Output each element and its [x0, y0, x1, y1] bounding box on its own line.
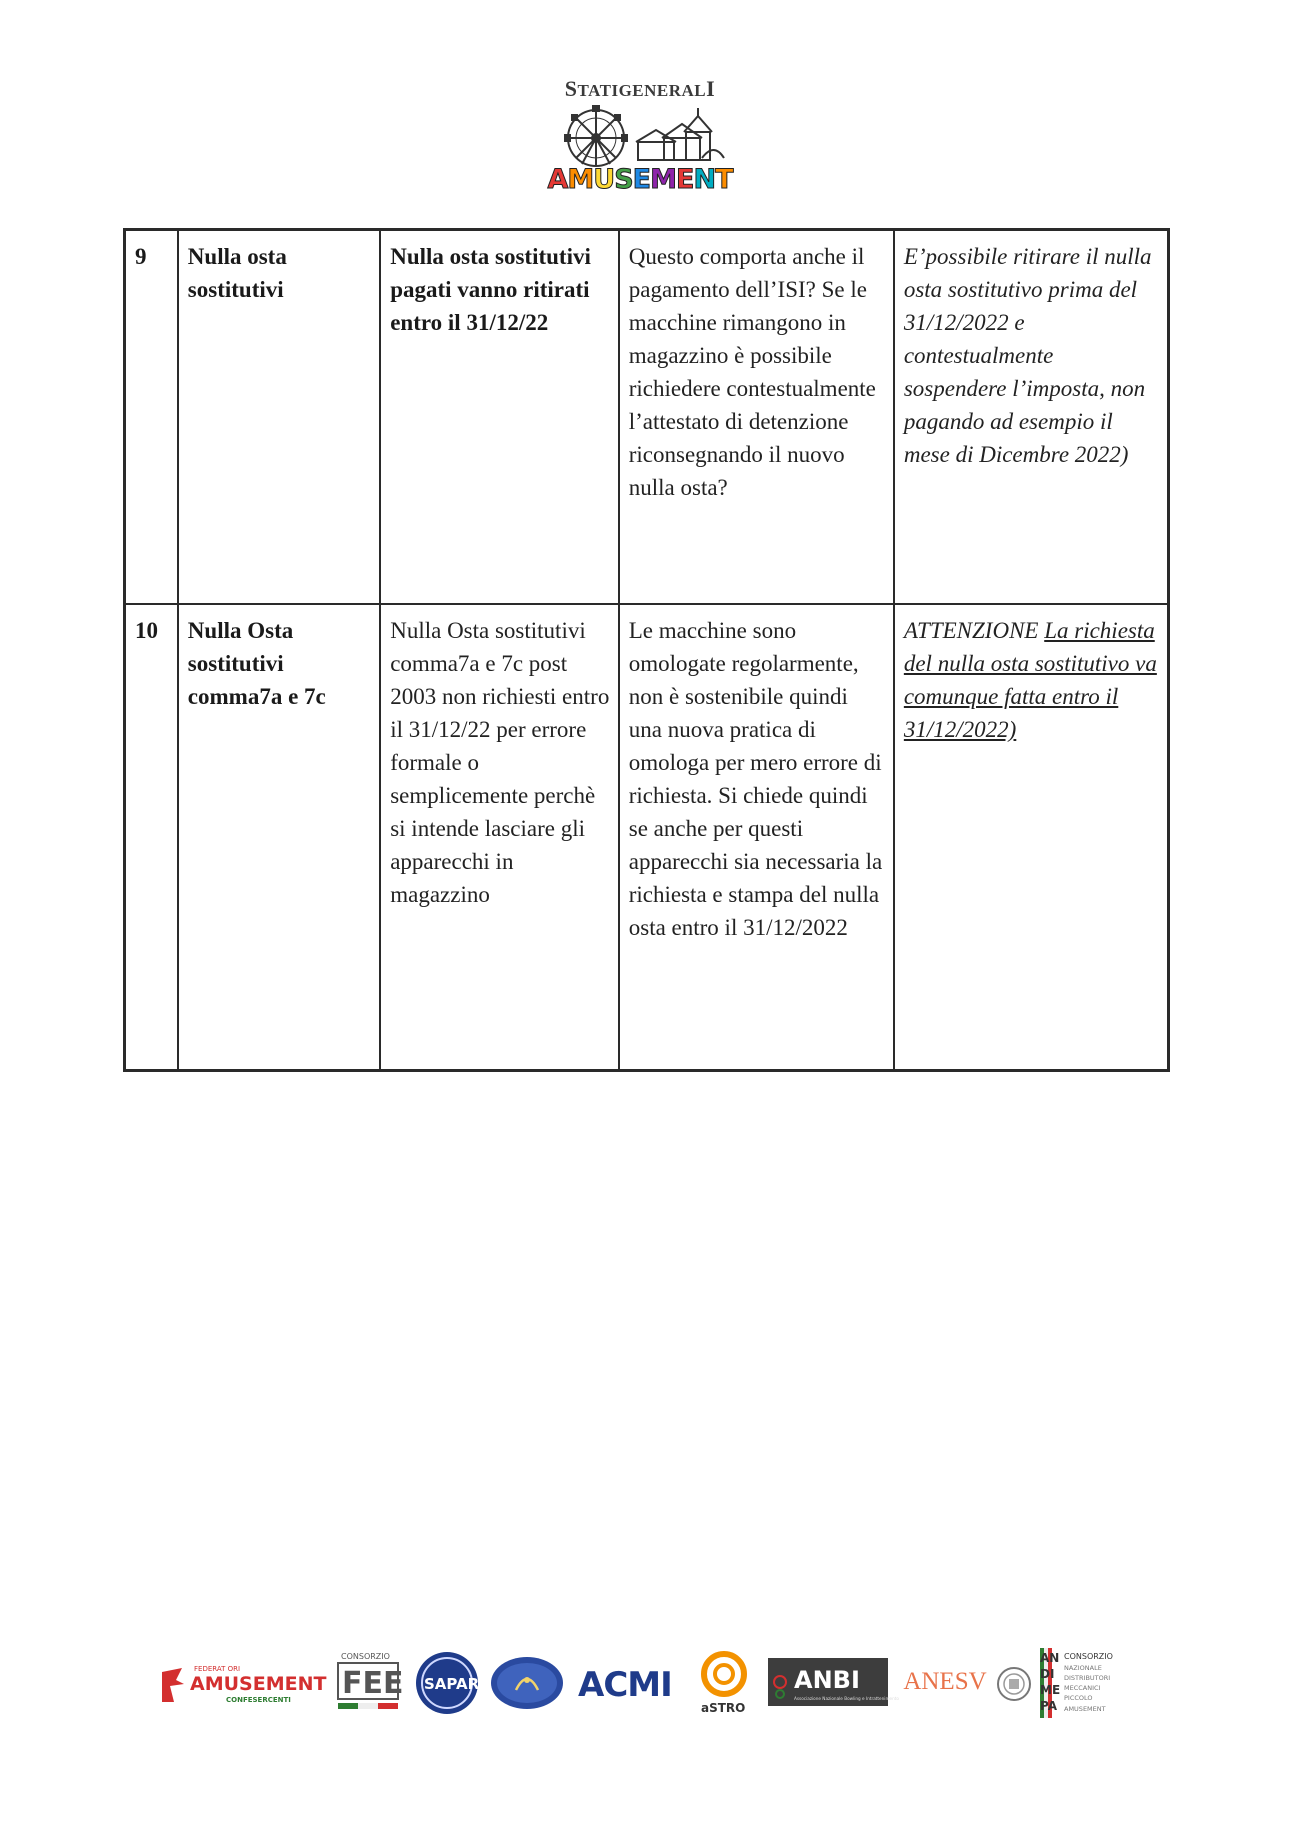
row-subject: Nulla osta sostitutivi pagati vanno ritirati entro il 31/12/22: [380, 230, 619, 605]
faq-table: [123, 228, 1170, 1072]
acmi-logo: [576, 1660, 688, 1706]
logo-letter: A: [547, 164, 568, 195]
logo-letter: N: [693, 164, 716, 195]
logo-letter: U: [593, 164, 615, 195]
svg-text:AMUSEMENT: AMUSEMENT: [190, 1673, 327, 1695]
svg-text:MECCANICI: MECCANICI: [1064, 1684, 1101, 1692]
row-question: Questo comporta anche il pagamento dell’ISI? Se le macchine rimangono in magazzino è possibile richiedere contestualmente l’attestato di detenzione riconsegnando il nuovo nulla osta?: [619, 230, 894, 605]
row-answer: [894, 230, 1169, 605]
astro-logo: [698, 1648, 750, 1716]
svg-text:DISTRIBUTORI: DISTRIBUTORI: [1064, 1674, 1111, 1682]
logo-letter: E: [676, 164, 694, 195]
andimepa-logo: [1038, 1648, 1122, 1718]
table-row: [125, 604, 1169, 1071]
amusement-confesercenti-logo: [160, 1662, 327, 1710]
answer-text: ATTENZIONE: [903, 618, 1045, 643]
svg-text:aSTRO: aSTRO: [701, 1701, 746, 1715]
row-number: 10: [125, 604, 178, 1071]
row-question: Le macchine sono omologate regolarmente, non è sostenibile quindi una nuova pratica di omologa per mero errore di richiesta. Si chiede quindi se anche per questi apparecchi sia necessaria la richiesta e stampa del nulla osta entro il 31/12/2022: [619, 604, 894, 1071]
logo-amusement-word: [544, 164, 736, 195]
svg-text:ACMI: ACMI: [578, 1665, 672, 1705]
logo-letter: M: [650, 164, 676, 195]
anesv-logo: ANESV: [903, 1668, 987, 1695]
partner-logos-footer: [156, 1648, 1136, 1724]
svg-text:SAPAR: SAPAR: [424, 1675, 480, 1693]
logo-letter: T: [715, 164, 733, 195]
answer-text: E’possibile ritirare il nulla osta sostitutivo prima del 31/12/2022 e contestualmente sospendere l’imposta, non pagando ad esempio il mese di Dicembre 2022): [903, 244, 1152, 467]
stati-generali-amusement-logo: [540, 72, 740, 197]
row-topic: Nulla Osta sostitutivi comma7a e 7c: [178, 604, 380, 1071]
svg-text:PICCOLO: PICCOLO: [1064, 1694, 1093, 1702]
ferris-wheel-icon: [552, 102, 728, 168]
svg-text:CONSORZIO: CONSORZIO: [341, 1652, 390, 1661]
logo-letter: M: [567, 164, 594, 195]
row-number: 9: [125, 230, 178, 605]
svg-text:ANBI: ANBI: [794, 1666, 860, 1694]
svg-text:AMUSEMENT: AMUSEMENT: [1064, 1705, 1106, 1713]
svg-text:CONSORZIO: CONSORZIO: [1064, 1652, 1113, 1661]
logo-letter: E: [632, 164, 651, 195]
table-row: [125, 230, 1169, 605]
anbi-logo: [768, 1658, 899, 1706]
answer-underlined-text: La richiesta del nulla osta sostitutivo va comunque fatta entro il 31/12/2022): [903, 618, 1157, 742]
logo-title: STATIGENERALI: [564, 76, 716, 101]
sapar-logo: [414, 1650, 480, 1716]
consorzio-fee-logo: [336, 1650, 402, 1714]
svg-text:NAZIONALE: NAZIONALE: [1064, 1664, 1102, 1672]
seal-icon: [996, 1666, 1032, 1702]
svg-text:FEDERAT ORI: FEDERAT ORI: [194, 1665, 241, 1673]
row-answer: [894, 604, 1169, 1071]
association-emblem-logo: [488, 1654, 566, 1712]
svg-text:FEE: FEE: [342, 1666, 404, 1701]
svg-text:AN: AN: [1040, 1651, 1060, 1665]
row-subject: Nulla Osta sostitutivi comma7a e 7c post 2003 non richiesti entro il 31/12/22 per errore formale o semplicemente perchè si intende lasciare gli apparecchi in magazzino: [380, 604, 619, 1071]
svg-text:Associazione Nazionale Bowling: Associazione Nazionale Bowling e Intrattenimento: [794, 1696, 899, 1701]
svg-text:PA: PA: [1040, 1699, 1057, 1713]
svg-text:CONFESERCENTI: CONFESERCENTI: [226, 1696, 291, 1704]
row-topic: Nulla osta sostitutivi: [178, 230, 380, 605]
svg-text:DI: DI: [1040, 1667, 1055, 1681]
svg-text:ME: ME: [1040, 1683, 1061, 1697]
logo-letter: S: [614, 164, 633, 195]
